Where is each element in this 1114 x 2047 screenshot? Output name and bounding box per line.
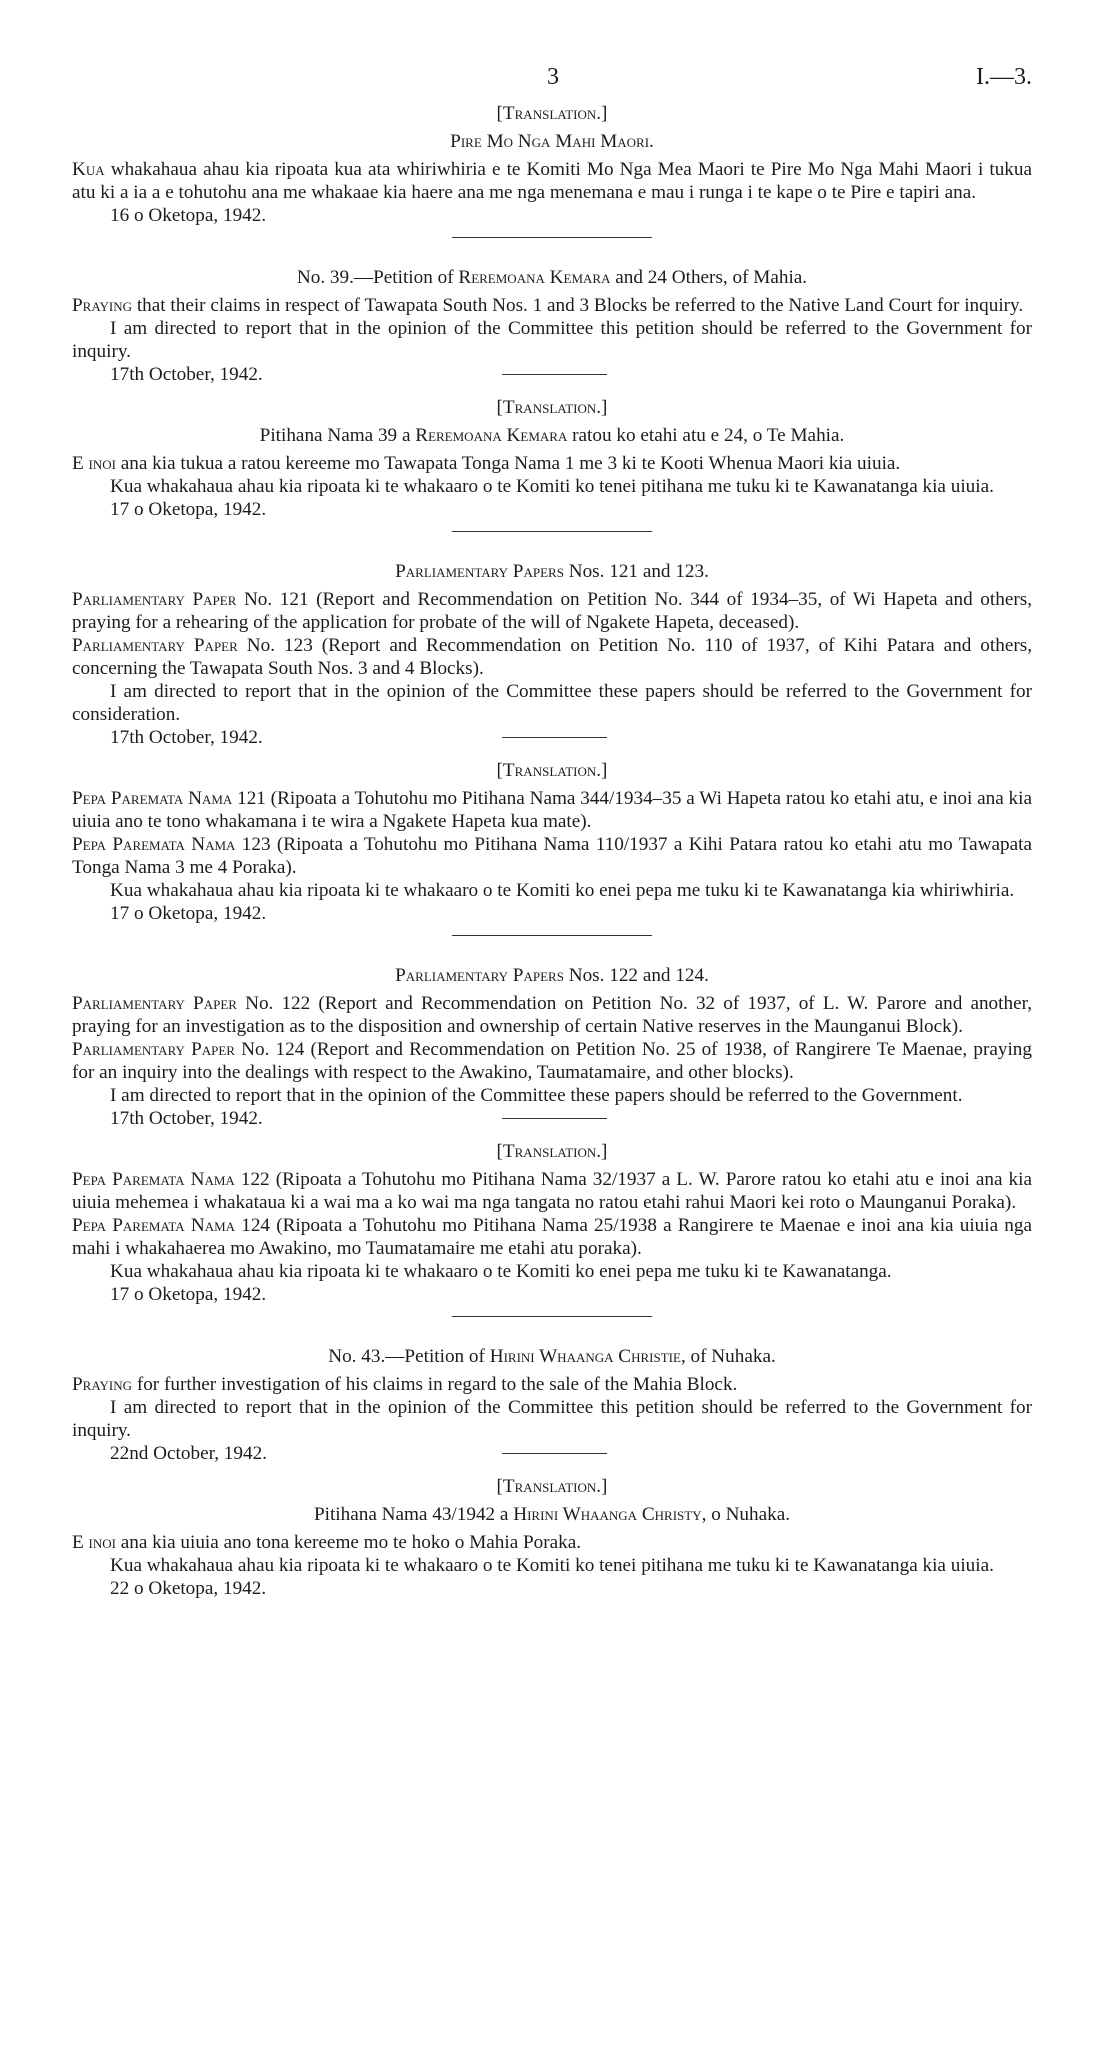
paper-lead: Pepa Paremata Nama bbox=[72, 1215, 236, 1236]
paper-body: No. 124 (Report and Recommendation on Petition No. 25 of 1938, of Rangirere Te Maenae, praying for an inquiry into the dealings with respect to the Awakino, Taumatamaire, and other blocks). bbox=[72, 1039, 1032, 1083]
petition-43-title bbox=[72, 1345, 1032, 1368]
bill-title: Pire Mo Nga Mahi Maori. bbox=[450, 131, 654, 152]
petition-43-translated-title bbox=[72, 1503, 1032, 1526]
paper-lead: Parliamentary Paper bbox=[72, 993, 237, 1014]
title-prefix: Parliamentary Papers bbox=[395, 965, 564, 986]
title-prefix: Parliamentary Papers bbox=[395, 561, 564, 582]
paper-body: 124 (Ripoata a Tohutohu mo Pitihana Nama 25/1938 a Rangirere te Maenae e inoi ana kia uiuia nga mahi i whakahaerea mo Awakino, mo Taumatamaire me etahi atu poraka). bbox=[72, 1215, 1032, 1259]
petition-43-translated-date: 22 o Oketopa, 1942. bbox=[110, 1578, 267, 1599]
petition-43-translated-report: Kua whakahaua ahau kia ripoata ki te whakaaro o te Komiti ko tenei pitihana me tuku ki te Kawanatanga kia uiuia. bbox=[110, 1555, 994, 1576]
paper-124-translated-entry bbox=[72, 1214, 1032, 1260]
paper-body: 123 (Ripoata a Tohutohu mo Pitihana Nama 110/1937 a Kihi Patara ratou ko etahi atu mo Tawapata Tonga Nama 3 me 4 Poraka). bbox=[72, 834, 1032, 878]
petitioner-name: Reremoana Kemara bbox=[415, 425, 568, 446]
papers-122-124-date: 17th October, 1942. bbox=[110, 1108, 263, 1129]
petition-43-translated-praying bbox=[72, 1531, 1032, 1554]
paper-lead: Parliamentary Paper bbox=[72, 589, 237, 610]
petition-39-section bbox=[72, 266, 1032, 521]
petition-39-date: 17th October, 1942. bbox=[110, 364, 263, 385]
paper-lead: Pepa Paremata Nama bbox=[72, 834, 236, 855]
paper-121-entry bbox=[72, 588, 1032, 634]
title-prefix: No. 39.—Petition of bbox=[296, 267, 459, 288]
paper-122-translated-entry bbox=[72, 1168, 1032, 1214]
praying-lead: E inoi bbox=[72, 453, 116, 474]
petitioner-name: Hirini Whaanga Christy bbox=[513, 1504, 702, 1525]
petition-39-report: I am directed to report that in the opinion of the Committee this petition should be referred to the Government for inquiry. bbox=[72, 318, 1032, 362]
petition-43-praying bbox=[72, 1373, 1032, 1396]
petition-39-translated-praying bbox=[72, 452, 1032, 475]
title-suffix: , o Nuhaka. bbox=[701, 1504, 791, 1525]
title-suffix: Nos. 121 and 123. bbox=[563, 561, 709, 582]
papers-121-123-translated-date: 17 o Oketopa, 1942. bbox=[110, 903, 267, 924]
translation-label: [Translation.] bbox=[496, 1141, 608, 1162]
section-divider bbox=[452, 1316, 652, 1317]
petition-39-praying bbox=[72, 294, 1032, 317]
document-reference: I.—3. bbox=[976, 64, 1032, 90]
praying-lead: E inoi bbox=[72, 1532, 116, 1553]
paper-123-translated-entry bbox=[72, 833, 1032, 879]
praying-body: ana kia uiuia ano tona kereeme mo te hoko o Mahia Poraka. bbox=[115, 1532, 582, 1553]
paper-lead: Pepa Paremata Nama bbox=[72, 788, 233, 809]
short-divider bbox=[502, 1118, 607, 1119]
translation-label: [Translation.] bbox=[496, 1476, 608, 1497]
page-header bbox=[72, 64, 1032, 102]
papers-122-124-translated-report: Kua whakahaua ahau kia ripoata ki te whakaaro o te Komiti ko enei pepa me tuku ki te Kawanatanga. bbox=[110, 1261, 892, 1282]
petition-43-date-row bbox=[72, 1442, 1032, 1465]
petition-43-date: 22nd October, 1942. bbox=[110, 1443, 267, 1464]
paper-lead: Parliamentary Paper bbox=[72, 635, 238, 656]
papers-122-124-section bbox=[72, 964, 1032, 1306]
title-prefix: Pitihana Nama 39 a bbox=[259, 425, 416, 446]
paper-124-entry bbox=[72, 1038, 1032, 1084]
translation-intro-section bbox=[72, 102, 1032, 227]
petition-39-translated-report: Kua whakahaua ahau kia ripoata ki te whakaaro o te Komiti ko tenei pitihana me tuku ki te Kawanatanga kia uiuia. bbox=[110, 476, 994, 497]
page-number: 3 bbox=[547, 64, 559, 90]
title-suffix: , of Nuhaka. bbox=[680, 1346, 776, 1367]
short-divider bbox=[502, 1453, 607, 1454]
papers-121-123-title bbox=[72, 560, 1032, 583]
papers-121-123-section bbox=[72, 560, 1032, 925]
petitioner-name: Hirini Whaanga Christie bbox=[489, 1346, 681, 1367]
paper-body: No. 122 (Report and Recommendation on Petition No. 32 of 1937, of L. W. Parore and another, praying for an investigation as to the disposition and ownership of certain Native reserves in the Maunganui Block). bbox=[72, 993, 1033, 1037]
papers-122-124-date-row bbox=[72, 1107, 1032, 1130]
translation-label: [Translation.] bbox=[496, 103, 608, 124]
papers-122-124-report: I am directed to report that in the opinion of the Committee these papers should be referred to the Government. bbox=[110, 1085, 963, 1106]
petition-39-date-row bbox=[72, 363, 1032, 386]
petition-39-translated-title bbox=[72, 424, 1032, 447]
section-divider bbox=[452, 935, 652, 936]
papers-122-124-title bbox=[72, 964, 1032, 987]
petition-43-section bbox=[72, 1345, 1032, 1600]
paper-body: 122 (Ripoata a Tohutohu mo Pitihana Nama 32/1937 a L. W. Parore ratou ko etahi atu e inoi ana kia uiuia mehemea i whakataua ki a wai ma a ko wai ma nga tangata no ratou etahi rahui Maori kei roto o Maunganui Poraka). bbox=[72, 1169, 1032, 1213]
petitioner-name: Reremoana Kemara bbox=[458, 267, 611, 288]
translation-label: [Translation.] bbox=[496, 397, 608, 418]
paper-122-entry bbox=[72, 992, 1032, 1038]
short-divider bbox=[502, 737, 607, 738]
petition-39-translated-date: 17 o Oketopa, 1942. bbox=[110, 499, 267, 520]
title-suffix: Nos. 122 and 124. bbox=[563, 965, 709, 986]
intro-lead: Kua bbox=[72, 159, 105, 180]
paper-lead: Pepa Paremata Nama bbox=[72, 1169, 235, 1190]
document-page bbox=[72, 64, 1032, 1600]
praying-lead: Praying bbox=[72, 295, 133, 316]
papers-121-123-translated-report: Kua whakahaua ahau kia ripoata ki te whakaaro o te Komiti ko enei pepa me tuku ki te Kawanatanga kia whiriwhiria. bbox=[110, 880, 1015, 901]
praying-body: for further investigation of his claims in regard to the sale of the Mahia Block. bbox=[132, 1374, 738, 1395]
praying-body: that their claims in respect of Tawapata South Nos. 1 and 3 Blocks be referred to the Native Land Court for inquiry. bbox=[132, 295, 1024, 316]
papers-121-123-date-row bbox=[72, 726, 1032, 749]
title-prefix: No. 43.—Petition of bbox=[328, 1346, 490, 1367]
petition-43-report: I am directed to report that in the opinion of the Committee this petition should be referred to the Government for inquiry. bbox=[72, 1397, 1032, 1441]
papers-121-123-report: I am directed to report that in the opinion of the Committee these papers should be referred to the Government for consideration. bbox=[72, 681, 1032, 725]
praying-body: ana kia tukua a ratou kereeme mo Tawapata Tonga Nama 1 me 3 ki te Kooti Whenua Maori kia uiuia. bbox=[115, 453, 901, 474]
intro-paragraph bbox=[72, 158, 1032, 204]
petition-39-title bbox=[72, 266, 1032, 289]
paper-121-translated-entry bbox=[72, 787, 1032, 833]
section-divider bbox=[452, 237, 652, 238]
title-prefix: Pitihana Nama 43/1942 a bbox=[313, 1504, 514, 1525]
section-divider bbox=[452, 531, 652, 532]
paper-123-entry bbox=[72, 634, 1032, 680]
intro-body: whakahaua ahau kia ripoata kua ata whiriwhiria e te Komiti Mo Nga Mea Maori te Pire Mo Nga Mahi Maori i tukua atu ki a ia a e tohutohu ana me whakaae kia haere ana me nga menemana e mau i runga i te kape o te Pire e tapiri ana. bbox=[72, 159, 1032, 203]
praying-lead: Praying bbox=[72, 1374, 133, 1395]
translation-label: [Translation.] bbox=[496, 760, 608, 781]
title-suffix: and 24 Others, of Mahia. bbox=[610, 267, 808, 288]
paper-lead: Parliamentary Paper bbox=[72, 1039, 235, 1060]
short-divider bbox=[502, 374, 607, 375]
intro-date: 16 o Oketopa, 1942. bbox=[110, 205, 267, 226]
paper-body: 121 (Ripoata a Tohutohu mo Pitihana Nama 344/1934–35 a Wi Hapeta ratou ko etahi atu, e inoi ana kia uiuia ano te tono whakamana i te wira a Ngakete Hapeta kua mate). bbox=[72, 788, 1032, 832]
paper-body: No. 121 (Report and Recommendation on Petition No. 344 of 1934–35, of Wi Hapeta and others, praying for a rehearing of the application for probate of the will of Ngakete Hapeta, deceased). bbox=[72, 589, 1032, 633]
title-suffix: ratou ko etahi atu e 24, o Te Mahia. bbox=[567, 425, 845, 446]
papers-121-123-date: 17th October, 1942. bbox=[110, 727, 263, 748]
paper-body: No. 123 (Report and Recommendation on Petition No. 110 of 1937, of Kihi Patara and others, concerning the Tawapata South Nos. 3 and 4 Blocks). bbox=[72, 635, 1032, 679]
papers-122-124-translated-date: 17 o Oketopa, 1942. bbox=[110, 1284, 267, 1305]
